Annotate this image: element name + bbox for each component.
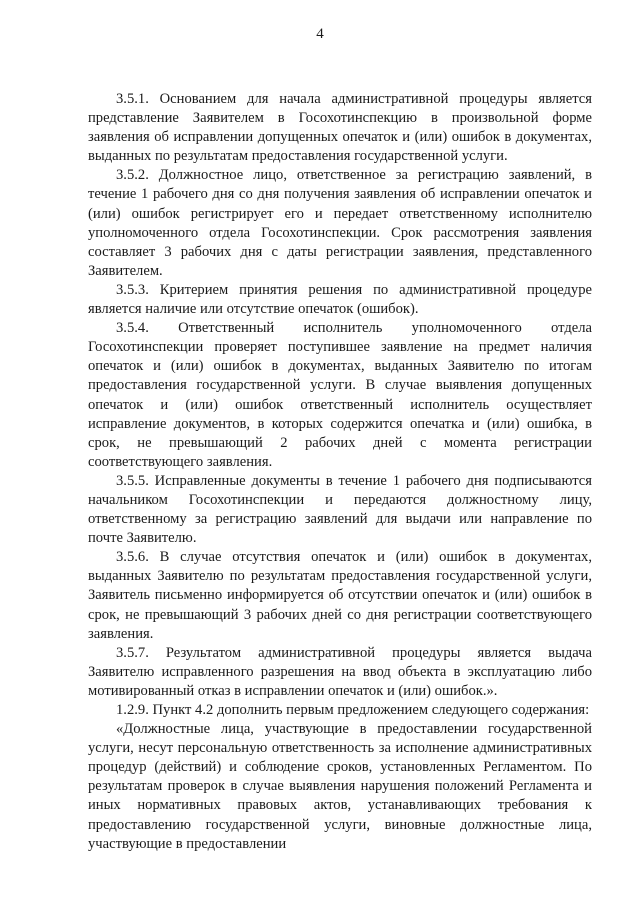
paragraph-3-5-2: 3.5.2. Должностное лицо, ответственное за регистрацию заявлений, в течение 1 рабочего дня со дня получения заявления об исправлении опечаток и (или) ошибок регистрирует его и передает ответственному исполнителю уполномоченного отдела Госохотинспекции. Срок рассмотрения заявления составляет 3 рабочих дня с даты регистрации заявления, представленного Заявителем. (88, 167, 592, 279)
paragraph-quote: «Должностные лица, участвующие в предоставлении государственной услуги, несут персональную ответственность за исполнение административных процедур (действий) и соблюдение сроков, установленных Регламентом. По результатам проверок в случае выявления нарушения положений Регламента и иных нормативных правовых актов, устанавливающих требования к предоставлению государственной услуги, виновные должностные лица, участвующие в предоставлении (88, 721, 592, 852)
paragraph-3-5-1: 3.5.1. Основанием для начала административной процедуры является представление Заявителем в Госохотинспекцию в произвольной форме заявления об исправлении допущенных опечаток и (или) ошибок в документах, выданных по результатам предоставления государственной услуги. (88, 91, 592, 165)
paragraph-3-5-7: 3.5.7. Результатом административной процедуры является выдача Заявителю исправленного разрешения на ввод объекта в эксплуатацию либо мотивированный отказ в исправлении опечаток и (или) ошибок.». (88, 644, 592, 699)
paragraph-3-5-3: 3.5.3. Критерием принятия решения по административной процедуре является наличие или отсутствие опечаток (ошибок). (88, 281, 592, 318)
paragraph-3-5-4: 3.5.4. Ответственный исполнитель уполномоченного отдела Госохотинспекции проверяет поступившее заявление на предмет наличия опечаток и (или) ошибок в документах, выданных Заявителю по итогам предоставления государственной услуги. В случае выявления допущенных опечаток и (или) ошибок ответственный исполнитель осуществляет исправление документов, в которых содержится опечатка и (или) ошибка, в срок, не превышающий 2 рабочих дней с момента регистрации соответствующего заявления. (88, 320, 592, 470)
page-number: 4 (316, 26, 324, 42)
paragraph-3-5-5: 3.5.5. Исправленные документы в течение 1 рабочего дня подписываются начальником Госохотинспекции и передаются должностному лицу, ответственному за регистрацию заявлений для выдачи или направление по почте Заявителю. (88, 472, 592, 547)
paragraph-1-2-9: 1.2.9. Пункт 4.2 дополнить первым предложением следующего содержания: (116, 702, 590, 718)
paragraph-3-5-6: 3.5.6. В случае отсутствия опечаток и (или) ошибок в документах, выданных Заявителю по результатам предоставления государственной услуги, Заявитель письменно информируется об отсутствии опечаток и (или) ошибок в срок, не превышающий 3 рабочих дней со дня регистрации соответствующего заявления. (88, 549, 592, 642)
document-body (88, 90, 592, 854)
